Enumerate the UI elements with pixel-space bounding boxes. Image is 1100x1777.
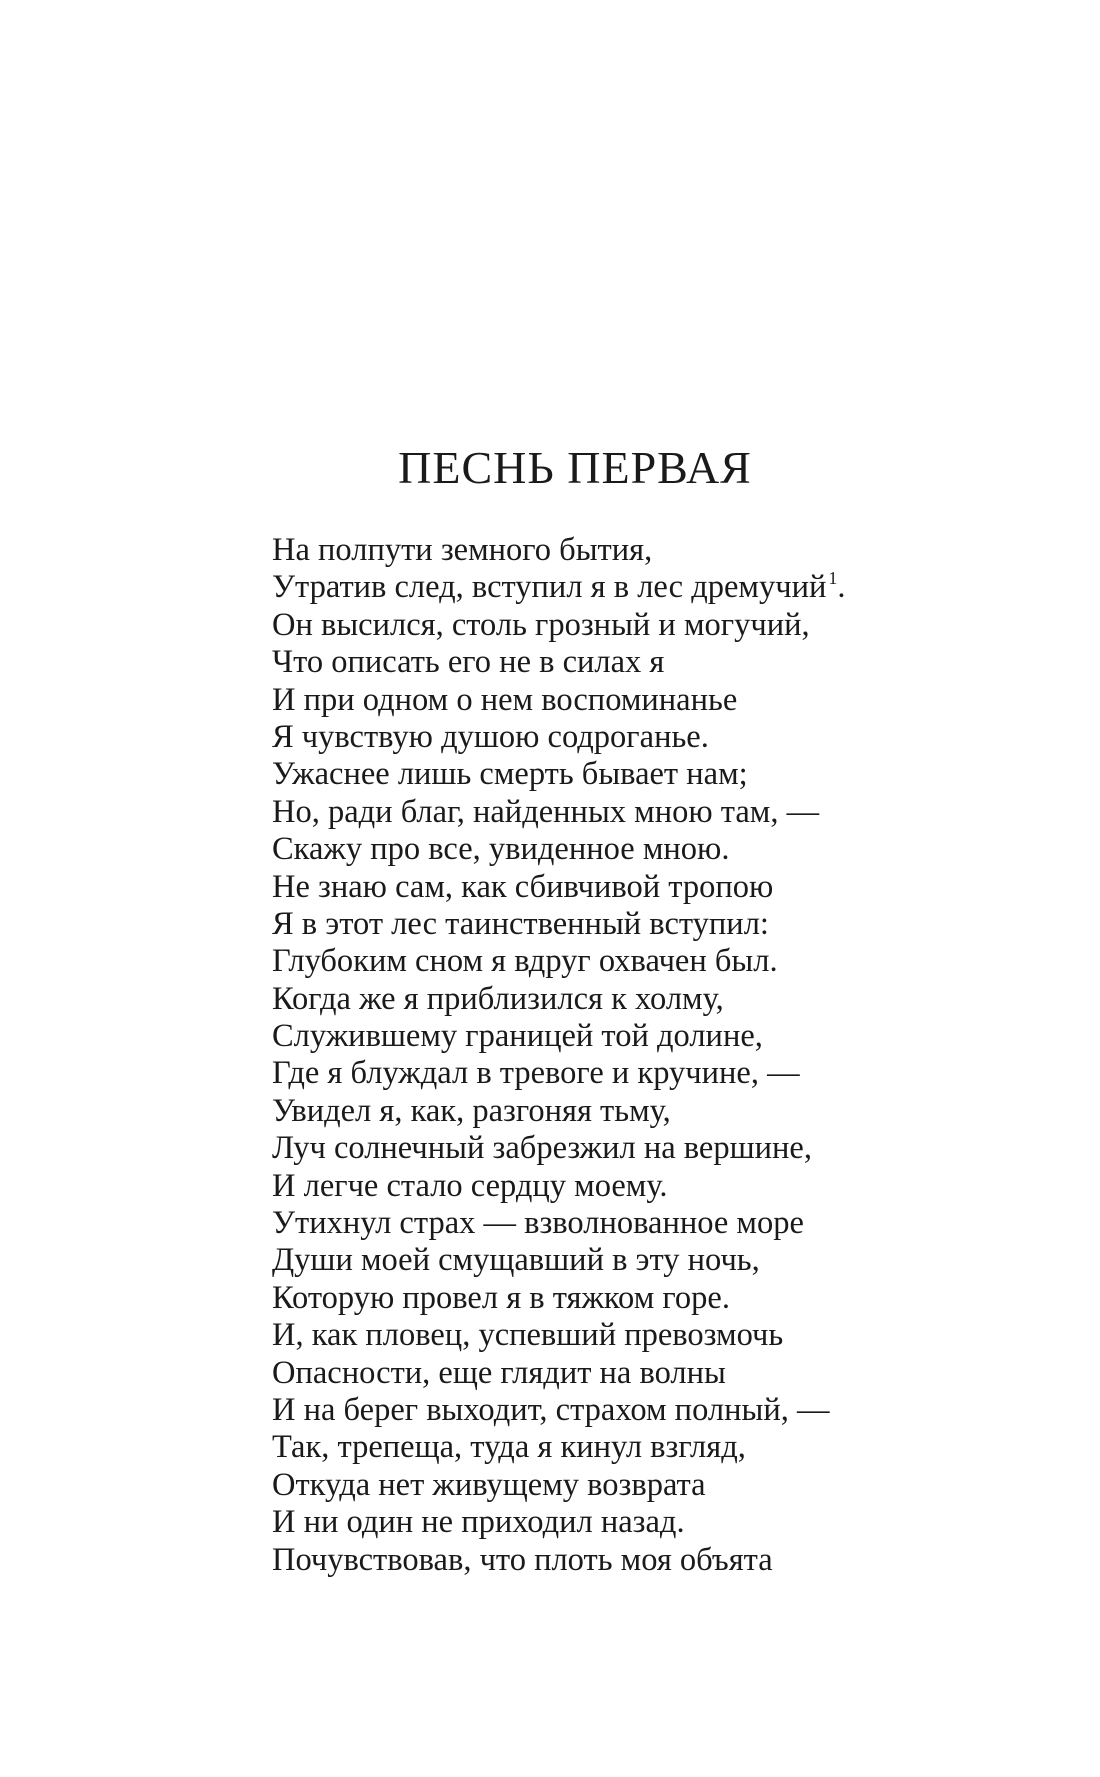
verse-line: Скажу про все, увиденное мною.: [272, 831, 730, 868]
verse-line: Так, трепеща, туда я кинул взгляд,: [272, 1429, 746, 1466]
verse-line: Ужаснее лишь смерть бывает нам;: [272, 756, 748, 793]
verse-line: Увидел я, как, разгоняя тьму,: [272, 1092, 671, 1129]
verse-line: Души моей смущавший в эту ночь,: [272, 1242, 760, 1279]
verse-line: Почувствовав, что плоть моя объята: [272, 1541, 773, 1578]
verse-block: [272, 532, 846, 1579]
verse-line: Я в этот лес таинственный вступил:: [272, 905, 769, 942]
verse-line: Когда же я приблизился к холму,: [272, 980, 724, 1017]
verse-line: И легче стало сердцу моему.: [272, 1167, 668, 1204]
verse-line: Не знаю сам, как сбивчивой тропою: [272, 868, 774, 905]
verse-line: Где я блуждал в тревоге и кручине, —: [272, 1055, 800, 1092]
verse-line: Я чувствую душою содроганье.: [272, 718, 709, 755]
verse-line: Опасности, еще глядит на волны: [272, 1354, 726, 1391]
footnote-marker[interactable]: 1: [828, 568, 838, 589]
verse-line: Глубоким сном я вдруг охвачен был.: [272, 943, 778, 980]
verse-line: Откуда нет живущему возврата: [272, 1466, 706, 1503]
verse-line: [272, 569, 846, 606]
verse-line: Луч солнечный забрезжил на вершине,: [272, 1130, 812, 1167]
verse-line-punctuation: .: [837, 569, 846, 606]
verse-line: Которую провел я в тяжком горе.: [272, 1279, 730, 1316]
verse-line: Что описать его не в силах я: [272, 644, 665, 681]
verse-line: На полпути земного бытия,: [272, 532, 653, 568]
verse-line: Но, ради благ, найденных мною там, —: [272, 793, 820, 830]
verse-line: И, как пловец, успевший превозмочь: [272, 1317, 784, 1354]
verse-line: И ни один не приходил назад.: [272, 1504, 685, 1541]
verse-line: Служившему границей той долине,: [272, 1018, 763, 1055]
verse-line: Утихнул страх — взволнованное море: [272, 1205, 804, 1242]
verse-line: И на берег выходит, страхом полный, —: [272, 1391, 830, 1428]
verse-line-text: Утратив след, вступил я в лес дремучий: [272, 569, 827, 606]
verse-line: Он высился, столь грозный и могучий,: [272, 606, 810, 643]
canto-title: ПЕСНЬ ПЕРВАЯ: [398, 442, 752, 493]
verse-line: И при одном о нем воспоминанье: [272, 681, 738, 718]
